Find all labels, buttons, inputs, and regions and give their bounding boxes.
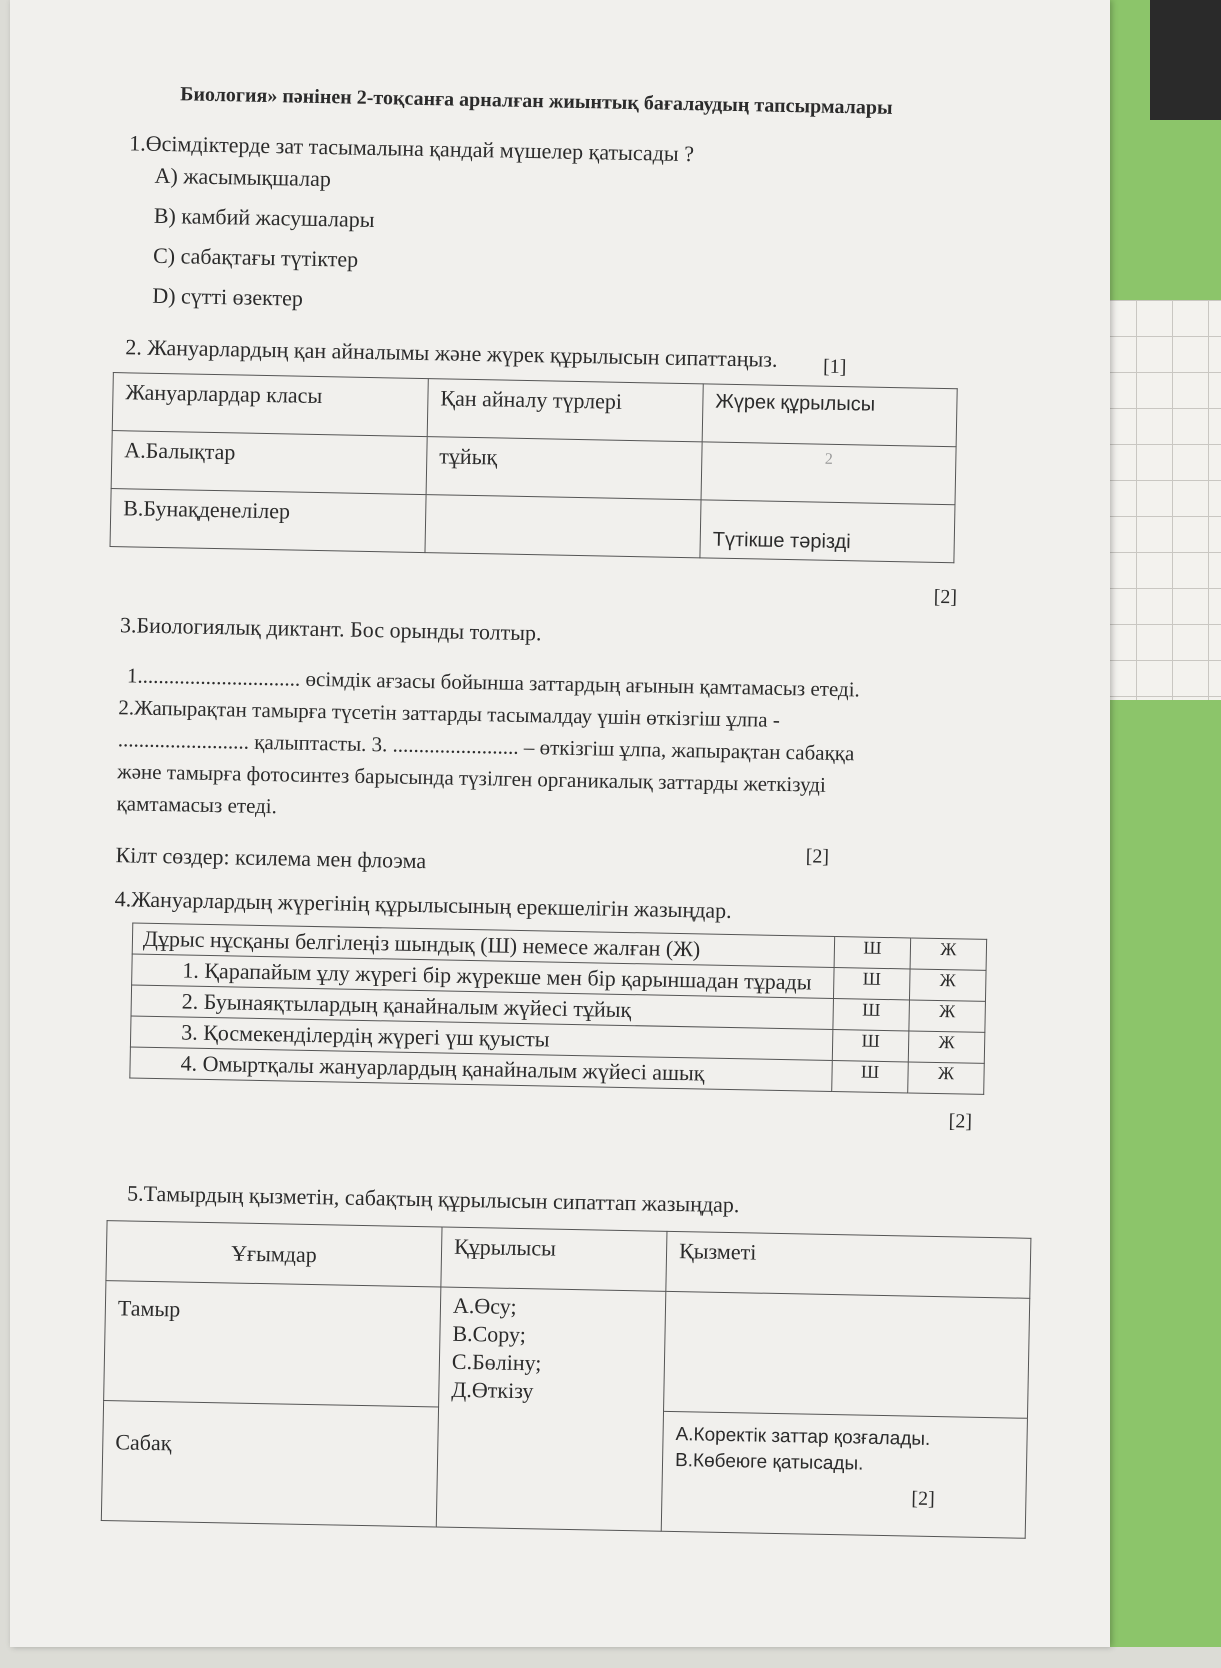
q2-mark: [2] [933, 585, 958, 609]
q2-row2-heart: Түтікше тәрізді [700, 500, 955, 563]
q1-option-d: D) сүтті өзектер [152, 282, 304, 311]
q5-structure-option-c: С.Бөліну; [451, 1348, 542, 1376]
q5-structure-option-a: А.Өсу; [452, 1292, 517, 1319]
q4-item-4: 4. Омыртқалы жануарлардың қанайналым жүйесі ашық [130, 1047, 832, 1091]
q4-item-4-true[interactable]: Ш [832, 1060, 909, 1092]
q4-item-2-true[interactable]: Ш [833, 998, 910, 1030]
q2-header-class: Жануарлардар класы [112, 373, 428, 437]
page-title: Биология» пәнінен 2-тоқсанға арналған жиынтық бағалаудың тапсырмалары [180, 83, 893, 119]
q1-mark: [1] [822, 355, 847, 379]
q2-table [110, 372, 958, 563]
q1-question: 1.Өсімдіктерде зат тасымалына қандай мүшелер қатысады ? [129, 130, 695, 167]
q3-mark: [2] [805, 845, 830, 868]
q4-item-3-false[interactable]: Ж [908, 1031, 985, 1063]
q5-function-options[interactable] [661, 1411, 1027, 1538]
q4-item-4-false[interactable]: Ж [908, 1062, 985, 1094]
q4-item-2-false[interactable]: Ж [909, 1000, 986, 1032]
q5-row-root: Тамыр [104, 1281, 441, 1407]
q5-header-structure: Құрылысы [441, 1227, 667, 1291]
q5-structure-option-b: В.Сору; [452, 1320, 527, 1348]
q2-question: 2. Жануарлардың қан айналымы және жүрек құрылысын сипаттаңыз. [125, 334, 778, 372]
q3-line-5: қамтамасыз етеді. [116, 791, 278, 819]
q2-row1-heart[interactable]: 2 [701, 442, 956, 505]
q3-line-3: ......................... қалыптасты. 3. ........................ – өткізгіш ұлпа, жапырақтан сабаққа [117, 727, 855, 766]
q4-header: Дұрыс нұсқаны белгілеңіз шындық (Ш) немесе жалған (Ж) [132, 923, 834, 967]
q1-option-c: С) сабақтағы түтіктер [152, 242, 359, 272]
q2-row2-class: В.Бунақденелілер [110, 489, 426, 553]
q4-item-2: 2. Буынаяқтылардың қанайналым жүйесі тұйық [131, 985, 833, 1029]
q5-root-function[interactable] [664, 1291, 1030, 1418]
q5-mark: [2] [911, 1487, 935, 1511]
background-green-folder [1110, 0, 1221, 1647]
q5-header-concepts: Ұғымдар [106, 1221, 442, 1287]
q1-option-b: В) камбий жасушалары [153, 202, 375, 233]
q5-structure-options[interactable] [436, 1287, 666, 1531]
q4-item-1-false[interactable]: Ж [909, 969, 986, 1001]
q2-header-heart: Жүрек құрылысы [702, 384, 957, 447]
q2-row2-circulation[interactable] [425, 495, 701, 558]
q5-structure-option-d: Д.Өткізу [451, 1376, 534, 1404]
q1-option-a: А) жасымықшалар [154, 162, 332, 192]
background-dark-object [1150, 0, 1221, 120]
q4-item-1: 1. Қарапайым ұлу жүрегі бір жүрекше мен бір қарыншадан тұрады [132, 954, 834, 998]
q2-row1-circulation[interactable]: тұйық [426, 437, 702, 500]
q4-item-3-true[interactable]: Ш [832, 1029, 909, 1061]
q5-row-stem: Сабақ [101, 1401, 438, 1527]
q4-col-true: Ш [834, 937, 911, 969]
q3-line-2: 2.Жапырақтан тамырға түсетін заттарды тасымалдау үшін өткізгіш ұлпа - [118, 695, 781, 732]
q4-mark: [2] [948, 1110, 973, 1133]
q2-row1-class: А.Балықтар [111, 431, 427, 495]
q3-line-4: және тамырға фотосинтез барысында түзілген органикалық заттарды жеткізуді [116, 759, 827, 797]
q5-header-function: Қызметі [666, 1231, 1031, 1298]
q4-item-1-true[interactable]: Ш [833, 967, 910, 999]
q5-function-option-a: А.Коректік заттар қозғалады. [675, 1424, 931, 1450]
q3-heading: 3.Биологиялық диктант. Бос орынды толтыр. [119, 612, 542, 646]
q3-keywords: Кілт сөздер: ксилема мен флоэма [115, 842, 427, 874]
q4-table [129, 923, 987, 1095]
worksheet-paper [10, 0, 1110, 1647]
q4-item-3: 3. Қосмекенділердің жүрегі үш қуысты [130, 1016, 832, 1060]
q2-header-circulation: Қан айналу түрлері [427, 379, 703, 442]
q5-table [101, 1220, 1032, 1539]
q5-function-option-b: В.Көбеюге қатысады. [674, 1450, 864, 1475]
q3-line-1: 1............................... өсімдік ағзасы бойынша заттардың ағынын қамтамасыз етеді. [126, 663, 861, 702]
q5-question: 5.Тамырдың қызметін, сабақтың құрылысын сипаттап жазыңдар. [126, 1180, 740, 1218]
background-grid-notebook [1100, 300, 1221, 700]
q4-question: 4.Жануарлардың жүрегінің құрылысының ерекшелігін жазыңдар. [114, 886, 732, 924]
q4-col-false: Ж [910, 938, 987, 970]
